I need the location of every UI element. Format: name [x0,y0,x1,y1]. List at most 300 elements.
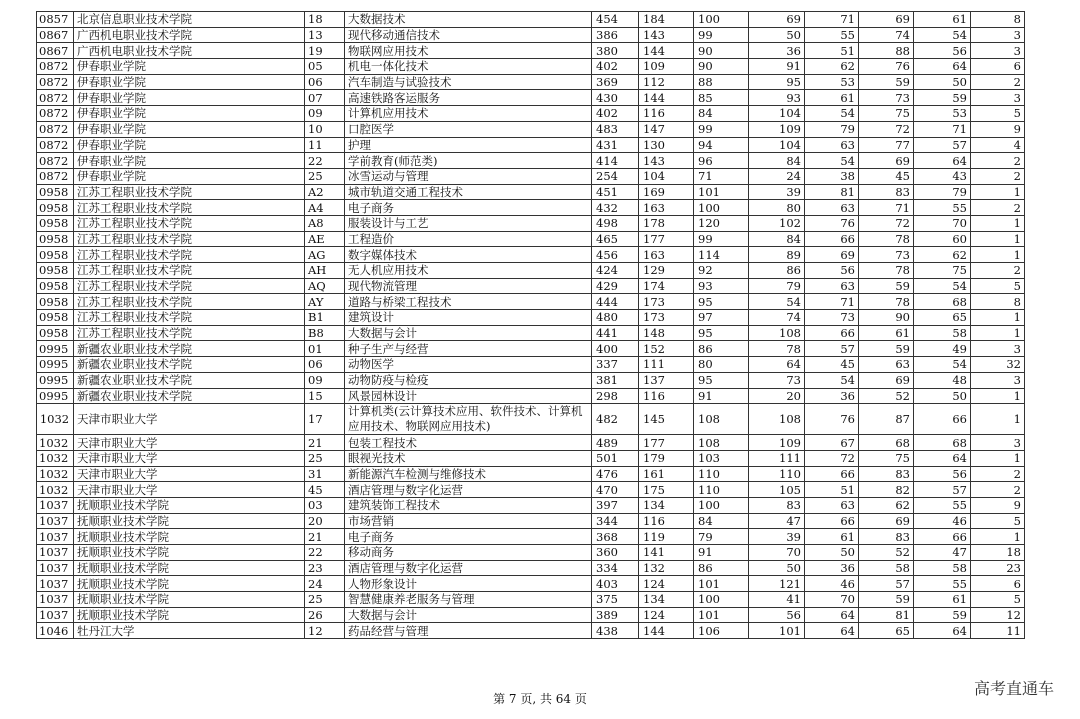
score-c: 110 [749,466,805,482]
score-c: 79 [749,278,805,294]
score-d: 70 [805,592,859,608]
school-name: 伊春职业学院 [74,168,305,184]
total-score: 360 [592,545,639,561]
count: 3 [971,27,1025,43]
score-f: 54 [914,357,971,373]
major-name: 包装工程技术 [345,435,592,451]
major-code: 21 [305,435,345,451]
major-name: 现代物流管理 [345,278,592,294]
school-name: 抚顺职业技术学院 [74,497,305,513]
score-b: 110 [694,466,749,482]
score-c: 84 [749,153,805,169]
score-c: 64 [749,357,805,373]
major-name: 市场营销 [345,513,592,529]
major-name: 工程造价 [345,231,592,247]
score-d: 64 [805,623,859,639]
table-row [37,372,1025,388]
school-code: 1037 [37,545,74,561]
score-e: 90 [859,310,914,326]
score-f: 64 [914,153,971,169]
school-name: 天津市职业大学 [74,435,305,451]
score-f: 66 [914,404,971,435]
score-f: 65 [914,310,971,326]
school-code: 0857 [37,12,74,28]
school-name: 伊春职业学院 [74,137,305,153]
score-b: 100 [694,497,749,513]
count: 5 [971,278,1025,294]
score-d: 61 [805,90,859,106]
school-name: 新疆农业职业技术学院 [74,388,305,404]
table-row [37,325,1025,341]
count: 1 [971,529,1025,545]
score-a: 143 [639,27,694,43]
score-c: 84 [749,231,805,247]
score-e: 83 [859,184,914,200]
table-row [37,43,1025,59]
total-score: 254 [592,168,639,184]
score-a: 173 [639,294,694,310]
school-name: 江苏工程职业技术学院 [74,184,305,200]
score-d: 66 [805,466,859,482]
major-name: 眼视光技术 [345,450,592,466]
total-score: 424 [592,263,639,279]
table-row [37,341,1025,357]
school-code: 0958 [37,294,74,310]
major-name: 动物防疫与检疫 [345,372,592,388]
score-d: 63 [805,137,859,153]
major-code: 13 [305,27,345,43]
major-code: 12 [305,623,345,639]
table-row [37,466,1025,482]
score-e: 59 [859,74,914,90]
school-name: 江苏工程职业技术学院 [74,294,305,310]
school-name: 抚顺职业技术学院 [74,607,305,623]
score-c: 101 [749,623,805,639]
table-row [37,607,1025,623]
table-row [37,263,1025,279]
table-row [37,450,1025,466]
score-c: 111 [749,450,805,466]
major-name: 城市轨道交通工程技术 [345,184,592,200]
table-row [37,231,1025,247]
score-f: 59 [914,607,971,623]
score-d: 54 [805,106,859,122]
score-e: 72 [859,121,914,137]
score-c: 47 [749,513,805,529]
score-d: 69 [805,247,859,263]
school-name: 新疆农业职业技术学院 [74,372,305,388]
school-name: 北京信息职业技术学院 [74,12,305,28]
score-d: 76 [805,404,859,435]
score-b: 90 [694,59,749,75]
major-name: 智慧健康养老服务与管理 [345,592,592,608]
major-code: A8 [305,215,345,231]
table-row [37,59,1025,75]
table-row [37,121,1025,137]
major-code: 23 [305,560,345,576]
score-e: 73 [859,90,914,106]
major-code: B1 [305,310,345,326]
score-a: 116 [639,388,694,404]
table-row [37,27,1025,43]
score-f: 68 [914,435,971,451]
score-f: 60 [914,231,971,247]
score-b: 95 [694,372,749,388]
score-b: 96 [694,153,749,169]
school-name: 新疆农业职业技术学院 [74,341,305,357]
school-name: 天津市职业大学 [74,404,305,435]
score-f: 62 [914,247,971,263]
major-name: 数字媒体技术 [345,247,592,263]
score-d: 81 [805,184,859,200]
count: 5 [971,106,1025,122]
score-e: 61 [859,325,914,341]
table-row [37,137,1025,153]
school-name: 抚顺职业技术学院 [74,545,305,561]
school-code: 0872 [37,106,74,122]
score-d: 72 [805,450,859,466]
score-a: 119 [639,529,694,545]
major-name: 道路与桥梁工程技术 [345,294,592,310]
major-name: 电子商务 [345,200,592,216]
count: 2 [971,153,1025,169]
major-name: 移动商务 [345,545,592,561]
major-name: 冰雪运动与管理 [345,168,592,184]
score-a: 178 [639,215,694,231]
count: 1 [971,325,1025,341]
school-code: 0872 [37,74,74,90]
score-a: 112 [639,74,694,90]
school-name: 伊春职业学院 [74,106,305,122]
major-name: 酒店管理与数字化运营 [345,482,592,498]
major-name: 无人机应用技术 [345,263,592,279]
score-a: 144 [639,43,694,59]
major-name: 新能源汽车检测与维修技术 [345,466,592,482]
score-f: 55 [914,497,971,513]
total-score: 369 [592,74,639,90]
score-d: 36 [805,560,859,576]
school-code: 1037 [37,576,74,592]
score-a: 175 [639,482,694,498]
count: 23 [971,560,1025,576]
table-row [37,357,1025,373]
score-b: 101 [694,607,749,623]
score-e: 76 [859,59,914,75]
major-code: 07 [305,90,345,106]
total-score: 381 [592,372,639,388]
score-d: 71 [805,294,859,310]
score-e: 75 [859,106,914,122]
school-code: 1032 [37,450,74,466]
score-c: 104 [749,137,805,153]
score-f: 79 [914,184,971,200]
score-c: 102 [749,215,805,231]
school-name: 天津市职业大学 [74,482,305,498]
score-d: 36 [805,388,859,404]
score-a: 132 [639,560,694,576]
score-c: 86 [749,263,805,279]
score-f: 75 [914,263,971,279]
major-code: 19 [305,43,345,59]
score-c: 50 [749,27,805,43]
score-c: 54 [749,294,805,310]
count: 5 [971,513,1025,529]
score-f: 53 [914,106,971,122]
count: 2 [971,263,1025,279]
total-score: 380 [592,43,639,59]
school-code: 1037 [37,607,74,623]
score-f: 58 [914,325,971,341]
score-a: 163 [639,200,694,216]
score-f: 66 [914,529,971,545]
major-name: 酒店管理与数字化运营 [345,560,592,576]
total-score: 456 [592,247,639,263]
school-code: 0995 [37,341,74,357]
count: 2 [971,168,1025,184]
major-name: 汽车制造与试验技术 [345,74,592,90]
score-a: 137 [639,372,694,388]
score-d: 67 [805,435,859,451]
score-e: 68 [859,435,914,451]
school-code: 0872 [37,153,74,169]
total-score: 402 [592,106,639,122]
school-code: 0958 [37,200,74,216]
admission-score-table [36,11,1025,639]
total-score: 489 [592,435,639,451]
score-b: 106 [694,623,749,639]
major-code: 09 [305,106,345,122]
count: 12 [971,607,1025,623]
score-a: 144 [639,90,694,106]
school-name: 伊春职业学院 [74,59,305,75]
score-c: 93 [749,90,805,106]
total-score: 501 [592,450,639,466]
school-code: 0958 [37,231,74,247]
total-score: 451 [592,184,639,200]
count: 1 [971,247,1025,263]
school-code: 1037 [37,560,74,576]
school-name: 江苏工程职业技术学院 [74,278,305,294]
score-e: 77 [859,137,914,153]
school-code: 0872 [37,121,74,137]
score-f: 48 [914,372,971,388]
major-code: 15 [305,388,345,404]
score-a: 109 [639,59,694,75]
score-d: 63 [805,278,859,294]
school-name: 新疆农业职业技术学院 [74,357,305,373]
score-e: 69 [859,513,914,529]
score-c: 78 [749,341,805,357]
school-name: 江苏工程职业技术学院 [74,215,305,231]
score-e: 83 [859,466,914,482]
major-code: 17 [305,404,345,435]
score-d: 62 [805,59,859,75]
count: 5 [971,592,1025,608]
school-code: 1032 [37,435,74,451]
major-name: 电子商务 [345,529,592,545]
total-score: 438 [592,623,639,639]
major-name: 动物医学 [345,357,592,373]
score-b: 84 [694,513,749,529]
score-d: 76 [805,215,859,231]
page-footer: 第 7 页, 共 64 页 [493,692,587,706]
score-a: 177 [639,231,694,247]
score-a: 161 [639,466,694,482]
total-score: 337 [592,357,639,373]
score-e: 81 [859,607,914,623]
score-a: 174 [639,278,694,294]
score-d: 61 [805,529,859,545]
score-f: 55 [914,200,971,216]
score-d: 45 [805,357,859,373]
score-e: 69 [859,153,914,169]
score-b: 108 [694,404,749,435]
major-code: 20 [305,513,345,529]
score-b: 100 [694,592,749,608]
score-a: 124 [639,576,694,592]
score-b: 84 [694,106,749,122]
score-f: 71 [914,121,971,137]
score-b: 92 [694,263,749,279]
score-f: 49 [914,341,971,357]
score-c: 41 [749,592,805,608]
table-row [37,200,1025,216]
score-c: 105 [749,482,805,498]
table-row [37,576,1025,592]
score-b: 100 [694,12,749,28]
count: 2 [971,200,1025,216]
count: 8 [971,294,1025,310]
major-code: 05 [305,59,345,75]
table-row [37,404,1025,435]
score-e: 59 [859,278,914,294]
score-e: 71 [859,200,914,216]
major-code: 25 [305,168,345,184]
score-a: 129 [639,263,694,279]
score-e: 83 [859,529,914,545]
major-code: 06 [305,357,345,373]
school-name: 伊春职业学院 [74,74,305,90]
score-d: 66 [805,325,859,341]
major-code: 31 [305,466,345,482]
score-e: 78 [859,231,914,247]
score-f: 46 [914,513,971,529]
school-code: 0872 [37,137,74,153]
table-row [37,310,1025,326]
total-score: 403 [592,576,639,592]
table-row [37,153,1025,169]
score-e: 52 [859,545,914,561]
score-b: 100 [694,200,749,216]
school-name: 江苏工程职业技术学院 [74,247,305,263]
count: 11 [971,623,1025,639]
total-score: 441 [592,325,639,341]
score-e: 57 [859,576,914,592]
score-f: 68 [914,294,971,310]
count: 1 [971,404,1025,435]
score-a: 145 [639,404,694,435]
score-a: 147 [639,121,694,137]
school-code: 0867 [37,27,74,43]
score-c: 56 [749,607,805,623]
table-row [37,74,1025,90]
score-b: 97 [694,310,749,326]
major-code: AH [305,263,345,279]
count: 3 [971,372,1025,388]
count: 4 [971,137,1025,153]
score-b: 95 [694,325,749,341]
score-d: 63 [805,200,859,216]
score-c: 20 [749,388,805,404]
major-name: 学前教育(师范类) [345,153,592,169]
major-code: 21 [305,529,345,545]
score-a: 134 [639,592,694,608]
school-code: 0958 [37,247,74,263]
table-row [37,12,1025,28]
table-row [37,184,1025,200]
score-d: 57 [805,341,859,357]
score-e: 59 [859,592,914,608]
score-d: 54 [805,372,859,388]
count: 6 [971,59,1025,75]
score-f: 43 [914,168,971,184]
count: 2 [971,74,1025,90]
major-name: 服装设计与工艺 [345,215,592,231]
school-code: 0995 [37,388,74,404]
major-code: AY [305,294,345,310]
total-score: 397 [592,497,639,513]
score-a: 177 [639,435,694,451]
score-e: 75 [859,450,914,466]
score-f: 61 [914,12,971,28]
school-name: 广西机电职业技术学院 [74,27,305,43]
score-f: 58 [914,560,971,576]
school-name: 江苏工程职业技术学院 [74,200,305,216]
major-code: 10 [305,121,345,137]
school-name: 抚顺职业技术学院 [74,513,305,529]
table-row [37,497,1025,513]
score-c: 80 [749,200,805,216]
score-d: 50 [805,545,859,561]
score-b: 94 [694,137,749,153]
school-code: 1046 [37,623,74,639]
school-code: 1032 [37,466,74,482]
total-score: 402 [592,59,639,75]
score-e: 65 [859,623,914,639]
score-a: 141 [639,545,694,561]
major-name: 计算机应用技术 [345,106,592,122]
score-a: 184 [639,12,694,28]
school-code: 0872 [37,59,74,75]
table-row [37,388,1025,404]
school-code: 1032 [37,482,74,498]
score-b: 108 [694,435,749,451]
score-e: 78 [859,263,914,279]
score-d: 54 [805,153,859,169]
major-name: 大数据与会计 [345,607,592,623]
score-c: 39 [749,184,805,200]
score-f: 57 [914,482,971,498]
total-score: 432 [592,200,639,216]
school-name: 牡丹江大学 [74,623,305,639]
count: 9 [971,497,1025,513]
table-row [37,482,1025,498]
count: 1 [971,450,1025,466]
school-name: 抚顺职业技术学院 [74,592,305,608]
score-c: 24 [749,168,805,184]
major-name: 药品经营与管理 [345,623,592,639]
total-score: 414 [592,153,639,169]
